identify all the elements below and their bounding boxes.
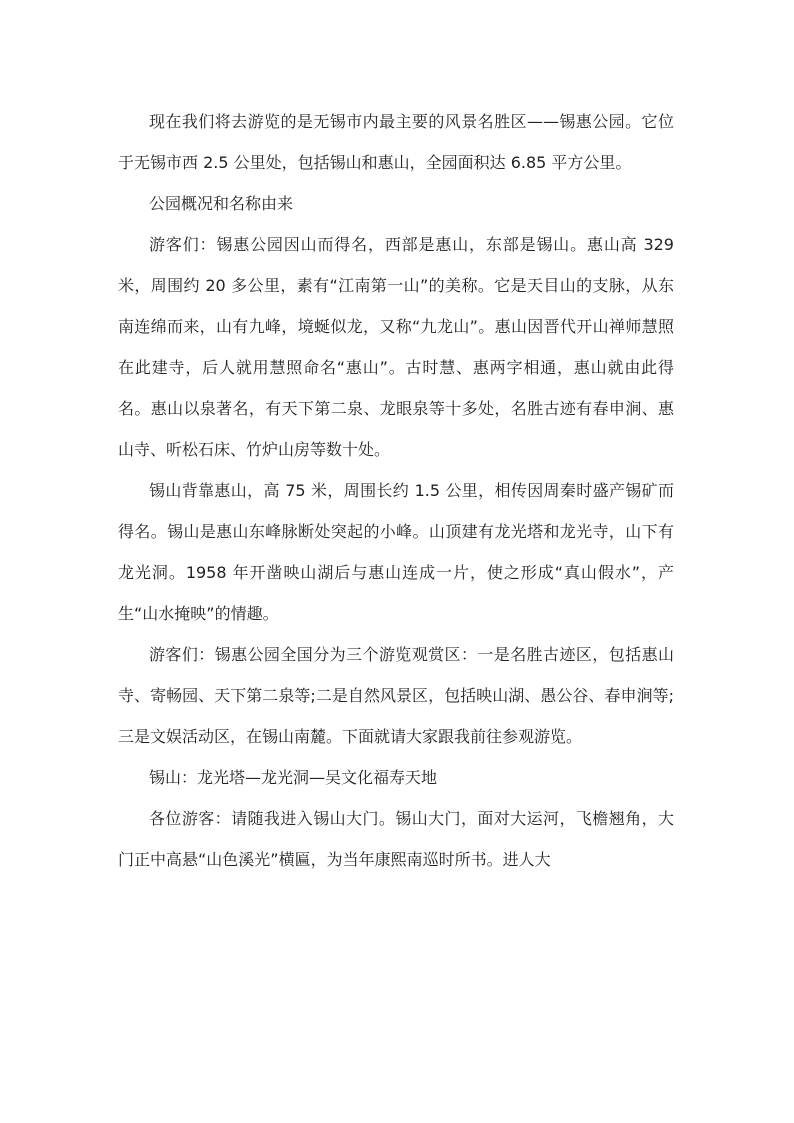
paragraph-xishan-gate: 各位游客：请随我进入锡山大门。锡山大门，面对大运河，飞檐翘角，大门正中高悬“山色溪光”横匾，为当年康熙南巡时所书。进人大: [118, 809, 674, 869]
section-heading-overview: 公园概况和名称由来: [149, 194, 294, 213]
paragraph-xishan: 锡山背靠惠山，高 75 米，周围长约 1.5 公里，相传因周秦时盛产锡矿而得名。锡山是惠山东峰脉断处突起的小峰。山顶建有龙光塔和龙光寺，山下有龙光洞。1958 年开凿映山湖后与惠山连成一片，使之形成“真山假水”，产生“山水掩映”的情趣。: [118, 481, 674, 623]
paragraph-huishan: 游客们：锡惠公园因山而得名，西部是惠山，东部是锡山。惠山高 329 米，周围约 20 多公里，素有“江南第一山”的美称。它是天目山的支脉，从东南连绵而来，山有九峰，境蜒似龙，又称“九龙山”。惠山因晋代开山禅师慧照在此建寺，后人就用慧照命名“惠山”。古时慧、惠两字相通，惠山就由此得名。惠山以泉著名，有天下第二泉、龙眼泉等十多处，名胜古迹有春申涧、惠山寺、听松石床、竹炉山房等数十处。: [118, 235, 674, 459]
paragraph-scenic-areas: 游客们：锡惠公园全国分为三个游览观赏区：一是名胜古迹区，包括惠山寺、寄畅园、天下第二泉等;二是自然风景区，包括映山湖、愚公谷、春申涧等;三是文娱活动区，在锡山南麓。下面就请大家跟我前往参观游览。: [118, 645, 674, 746]
intro-paragraph: 现在我们将去游览的是无锡市内最主要的风景名胜区——锡惠公园。它位于无锡市西 2.5 公里处，包括锡山和惠山，全园面积达 6.85 平方公里。: [118, 112, 674, 172]
document-body: [118, 101, 674, 880]
section-heading-xishan-route: 锡山：龙光塔—龙光洞—吴文化福寿天地: [149, 768, 438, 787]
